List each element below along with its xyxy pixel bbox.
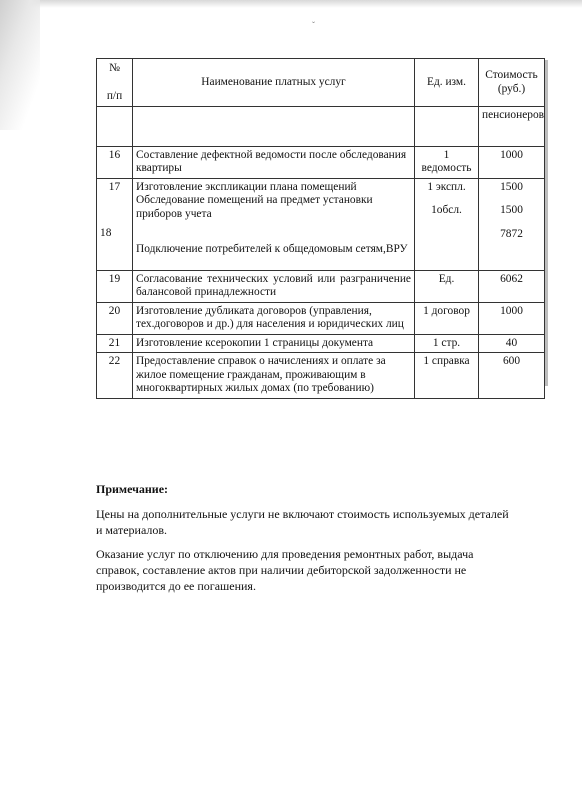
header-number-symbol: № xyxy=(109,62,120,75)
row-number: 19 xyxy=(97,270,133,302)
row-unit xyxy=(415,178,479,270)
row-service-name xyxy=(133,178,415,270)
row-service-name: Изготовление ксерокопии 1 страницы документа xyxy=(133,334,415,352)
table-row xyxy=(97,147,545,179)
services-price-table xyxy=(96,58,545,399)
row-cost: 600 xyxy=(479,353,545,398)
row-service-name: Изготовление дубликата договоров (управления, тех.договоров и др.) для населения и юридических лиц xyxy=(133,302,415,334)
header-unit: Ед. изм. xyxy=(415,59,479,107)
row-unit: 1 справка xyxy=(415,353,479,398)
table-cell xyxy=(133,107,415,147)
note-paragraph: Цены на дополнительные услуги не включают стоимость используемых деталей и материалов. xyxy=(96,507,509,538)
row-service-line: Обследование помещений на предмет установки приборов учета xyxy=(136,194,373,220)
row-cost-line: 1500 xyxy=(500,180,523,193)
note-title: Примечание: xyxy=(96,482,169,496)
row-service-line: Подключение потребителей к общедомовым сетям,ВРУ xyxy=(136,243,408,256)
row-service-name: Согласование технических условий или разграничение балансовой принадлежности xyxy=(133,270,415,302)
row-number-18: 18 xyxy=(100,227,112,239)
scan-speck: ˇ xyxy=(312,20,315,30)
row-unit-line: 1 экспл. xyxy=(427,180,466,193)
table-row xyxy=(97,334,545,352)
row-cost: 1000 xyxy=(479,302,545,334)
table-cell xyxy=(97,107,133,147)
row-cost: 6062 xyxy=(479,270,545,302)
row-cost xyxy=(479,178,545,270)
row-service-name: Составление дефектной ведомости после обследования квартиры xyxy=(133,147,415,179)
row-number: 16 xyxy=(97,147,133,179)
note-paragraph: Оказание услуг по отключению для проведения ремонтных работ, выдача справок, составление актов при наличии дебиторской задолженности не производится до ее погашения. xyxy=(96,547,474,594)
row-unit: 1 стр. xyxy=(415,334,479,352)
row-number: 20 xyxy=(97,302,133,334)
row-service-line: Изготовление экспликации плана помещений xyxy=(136,180,357,193)
row-number: 21 xyxy=(97,334,133,352)
row-cost: 1000 xyxy=(479,147,545,179)
row-cost-line: 7872 xyxy=(500,227,523,240)
table-row xyxy=(97,178,545,270)
header-cost: Стоимость (руб.) xyxy=(479,59,545,107)
row-number: 17 xyxy=(97,178,133,270)
row-unit: 1 договор xyxy=(415,302,479,334)
row-unit-line: 1обсл. xyxy=(431,204,462,217)
header-number-abbr: п/п xyxy=(106,89,123,102)
table-subheader-row xyxy=(97,107,545,147)
table-row xyxy=(97,353,545,398)
table-cell xyxy=(415,107,479,147)
row-unit: 1 ведомость xyxy=(415,147,479,179)
table-header-row xyxy=(97,59,545,107)
header-service-name: Наименование платных услуг xyxy=(133,59,415,107)
row-cost: 40 xyxy=(479,334,545,352)
table-row xyxy=(97,302,545,334)
scan-edge-left xyxy=(0,0,40,130)
row-number: 22 xyxy=(97,353,133,398)
row-cost-line: 1500 xyxy=(500,204,523,217)
row-unit: Ед. xyxy=(415,270,479,302)
scan-edge-top xyxy=(0,0,582,8)
subheader-pensioners: пенсионеров xyxy=(479,107,545,147)
row-service-name: Предоставление справок о начислениях и оплате за жилое помещение гражданам, проживающим в многоквартирных жилых домах (по требованию) xyxy=(133,353,415,398)
header-number xyxy=(97,59,133,107)
table-row xyxy=(97,270,545,302)
